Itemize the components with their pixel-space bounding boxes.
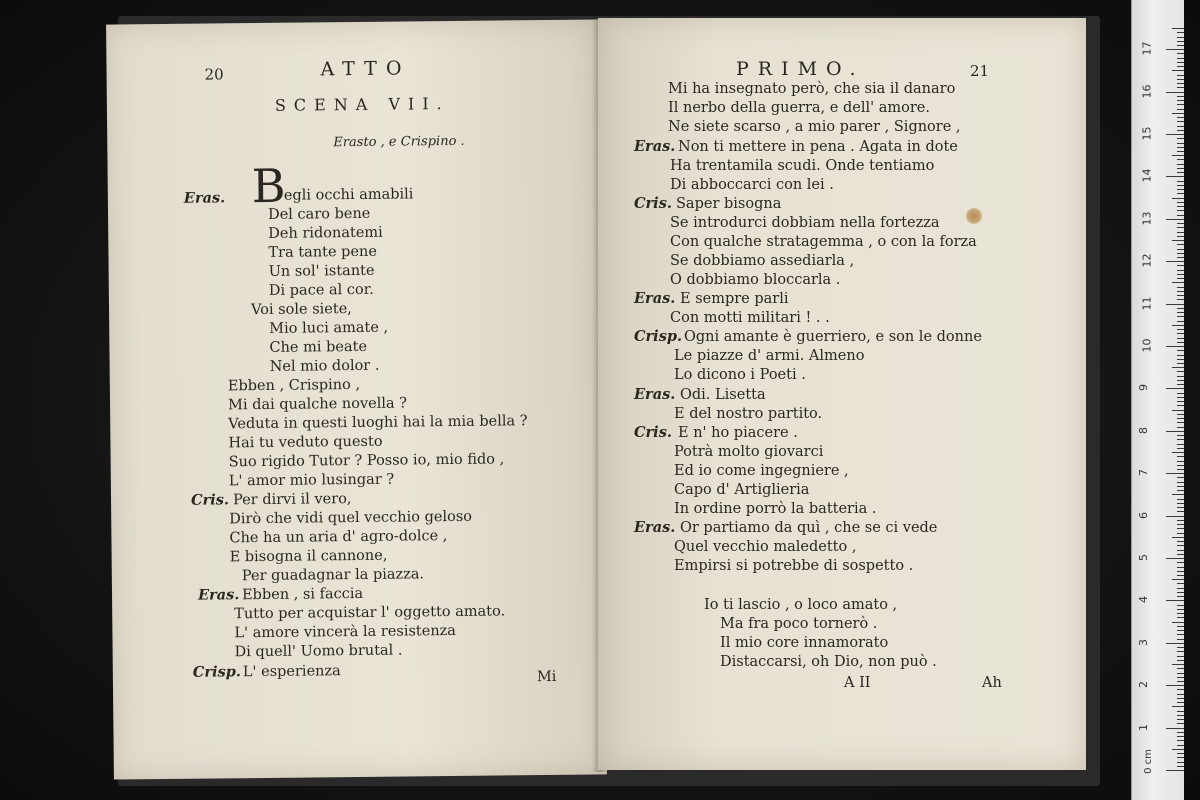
ruler-tick [1166, 728, 1184, 729]
ruler-number: 1 [1137, 723, 1150, 731]
ruler-tick [1177, 236, 1184, 237]
ruler-tick [1177, 486, 1184, 487]
ruler-tick [1177, 359, 1184, 360]
ruler-number: 13 [1140, 211, 1154, 226]
ruler-tick [1177, 651, 1184, 652]
ruler-tick [1177, 414, 1184, 415]
verse-line: Se introdurci dobbiam nella fortezza [670, 215, 940, 231]
verse-line: Odi. Lisetta [680, 387, 766, 403]
left-running-header: ATTO [320, 57, 411, 81]
ruler-tick [1166, 516, 1184, 517]
speaker-label: Eras. [197, 586, 240, 604]
ruler-tick [1177, 723, 1184, 724]
ruler-tick [1177, 660, 1184, 661]
ruler-tick [1172, 28, 1184, 29]
ruler-tick [1172, 198, 1184, 199]
verse-line: In ordine porrò la batteria . [674, 501, 877, 517]
ruler-tick [1177, 477, 1184, 478]
ruler-tick [1177, 673, 1184, 674]
verse-line: Distaccarsi, oh Dio, non può . [720, 654, 937, 670]
ruler-tick [1177, 554, 1184, 555]
verse-line: Nel mio dolor . [269, 357, 380, 375]
ruler-tick [1177, 308, 1184, 309]
ruler-tick [1177, 596, 1184, 597]
verse-line: Dirò che vidi quel vecchio geloso [229, 508, 473, 528]
ruler-number: 16 [1140, 84, 1154, 99]
verse-line: Capo d' Artiglieria [674, 482, 810, 498]
ruler-tick [1177, 762, 1184, 763]
ruler-tick [1177, 363, 1184, 364]
ruler-tick [1177, 329, 1184, 330]
ruler-tick [1177, 524, 1184, 525]
ruler-tick [1177, 151, 1184, 152]
speaker-label: Crisp. [634, 328, 683, 345]
speaker-label: Cris. [634, 424, 672, 441]
ruler-tick [1177, 53, 1184, 54]
ruler-tick [1177, 87, 1184, 88]
verse-line: Empirsi si potrebbe di sospetto . [674, 558, 914, 574]
ruler-tick [1177, 583, 1184, 584]
ruler-tick [1172, 622, 1184, 623]
ruler-tick [1177, 312, 1184, 313]
ruler-tick [1172, 325, 1184, 326]
ruler-tick [1177, 83, 1184, 84]
ruler-tick [1177, 299, 1184, 300]
ruler-tick [1177, 338, 1184, 339]
ruler-tick [1177, 617, 1184, 618]
ruler-tick [1177, 172, 1184, 173]
left-page-number: 20 [204, 65, 224, 84]
ruler-tick [1177, 736, 1184, 737]
ruler-tick [1177, 609, 1184, 610]
verse-line: E del nostro partito. [674, 406, 823, 422]
verse-line: Il mio core innamorato [720, 635, 889, 651]
ruler-tick [1177, 147, 1184, 148]
ruler-tick [1177, 592, 1184, 593]
ruler-number: 7 [1137, 469, 1150, 477]
ruler-number: 5 [1137, 554, 1150, 561]
ruler-tick [1177, 528, 1184, 529]
speaker-label: Cris. [190, 491, 230, 509]
verse-line: Io ti lascio , o loco amato , [704, 597, 898, 613]
ruler-tick [1177, 482, 1184, 483]
ruler-tick [1177, 189, 1184, 190]
ruler-tick [1177, 439, 1184, 440]
verse-line: Veduta in questi luoghi hai la mia bella ? [228, 413, 528, 433]
verse-line: Ebben , si faccia [241, 585, 364, 604]
ruler-tick [1177, 215, 1184, 216]
ruler-tick [1177, 265, 1184, 266]
speaker-label: Eras. [634, 290, 676, 307]
ruler-tick [1177, 745, 1184, 746]
ruler-number: 8 [1137, 426, 1150, 434]
ruler-tick [1177, 461, 1184, 462]
ruler-tick [1177, 715, 1184, 716]
verse-line: Lo dicono i Poeti . [674, 367, 806, 383]
drop-cap: B [251, 158, 286, 214]
verse-line: Deh ridonatemi [268, 224, 383, 242]
ruler-number: 9 [1137, 384, 1150, 392]
ruler-tick [1177, 503, 1184, 504]
ruler-tick [1177, 342, 1184, 343]
ruler-tick [1166, 346, 1184, 347]
ruler-tick [1177, 567, 1184, 568]
verse-line: Del caro bene [267, 205, 371, 223]
speaker-label: Cris. [634, 195, 672, 212]
ruler-tick [1177, 37, 1184, 38]
ruler-tick [1177, 355, 1184, 356]
ruler-tick [1177, 168, 1184, 169]
ruler-tick [1177, 702, 1184, 703]
ruler-tick [1172, 664, 1184, 665]
ruler-tick [1166, 219, 1184, 220]
ruler-tick [1177, 45, 1184, 46]
verse-line: Suo rigido Tutor ? Posso io, mio fido , [228, 451, 505, 471]
ruler-tick [1177, 41, 1184, 42]
ruler-tick [1177, 193, 1184, 194]
verse-line: Quel vecchio maledetto , [674, 539, 857, 555]
verse-line: Ed io come ingegniere , [674, 463, 849, 479]
ruler-tick [1177, 681, 1184, 682]
ruler-tick [1166, 770, 1184, 771]
ruler-tick [1177, 444, 1184, 445]
verse-line: E n' ho piacere . [678, 425, 798, 441]
verse-line: Di abboccarci con lei . [670, 177, 834, 193]
ruler-tick [1177, 545, 1184, 546]
ruler-number: 11 [1140, 296, 1154, 311]
ruler-tick [1177, 732, 1184, 733]
ruler-tick [1177, 159, 1184, 160]
speaker-label: Eras. [634, 386, 676, 403]
verse-line: Non ti mettere in pena . Agata in dote [678, 139, 958, 155]
ruler-tick [1177, 541, 1184, 542]
ruler-tick [1172, 240, 1184, 241]
ruler-tick [1177, 58, 1184, 59]
ruler-number: 17 [1140, 41, 1154, 56]
ruler-tick [1177, 79, 1184, 80]
ruler-tick [1177, 109, 1184, 110]
ruler-tick [1166, 261, 1184, 262]
ruler-tick [1166, 600, 1184, 601]
ruler-number: 6 [1137, 511, 1150, 519]
ruler-tick [1177, 371, 1184, 372]
speaker-label: Eras. [183, 189, 226, 207]
verse-line: Le piazze d' armi. Almeno [674, 348, 865, 364]
ruler-tick [1177, 626, 1184, 627]
verse-line: egli occhi amabili [283, 186, 414, 204]
ruler-number: 4 [1137, 596, 1150, 604]
ruler-tick [1177, 126, 1184, 127]
verse-line: Or partiamo da quì , che se ci vede [680, 520, 938, 536]
ruler-tick [1172, 749, 1184, 750]
verse-line: Un sol' istante [268, 262, 375, 280]
verse-line: Se dobbiamo assediarla , [670, 253, 855, 269]
verse-line: Per guadagnar la piazza. [241, 566, 425, 585]
ruler-tick [1166, 388, 1184, 389]
right-page-number: 21 [970, 62, 990, 80]
verse-line: Con qualche stratagemma , o con la forza [670, 234, 977, 250]
verse-line: L' amor mio lusingar ? [228, 471, 395, 490]
verse-line: Ha trentamila scudi. Onde tentiamo [670, 158, 935, 174]
ruler-number: 14 [1140, 168, 1154, 183]
ruler-number: 15 [1140, 126, 1154, 141]
ruler-tick [1177, 138, 1184, 139]
verse-line: Potrà molto giovarci [674, 444, 824, 460]
ruler-tick [1177, 698, 1184, 699]
verse-line: Tra tante pene [268, 243, 378, 261]
ruler-tick [1177, 270, 1184, 271]
verse-line: Ne siete scarso , a mio parer , Signore , [668, 119, 961, 135]
left-page [106, 19, 607, 779]
ruler-tick [1177, 117, 1184, 118]
ruler-tick [1177, 223, 1184, 224]
ruler-tick [1177, 333, 1184, 334]
ruler-tick [1166, 558, 1184, 559]
right-running-header: PRIMO. [736, 58, 865, 80]
ruler-tick [1166, 49, 1184, 50]
ruler-tick [1177, 244, 1184, 245]
ruler-tick [1177, 164, 1184, 165]
ruler-tick [1177, 96, 1184, 97]
ruler-tick [1177, 401, 1184, 402]
ruler-tick [1177, 316, 1184, 317]
speaker-label: Eras. [634, 138, 676, 155]
ruler-tick [1177, 448, 1184, 449]
ruler-tick [1177, 469, 1184, 470]
ruler-tick [1177, 257, 1184, 258]
ruler-tick [1166, 431, 1184, 432]
verse-line: Di quell' Uomo brutal . [234, 642, 403, 661]
catchword: Ah [982, 675, 1002, 691]
ruler-tick [1177, 571, 1184, 572]
ruler-tick [1177, 143, 1184, 144]
ruler-number: 2 [1137, 681, 1150, 689]
ruler-tick [1177, 533, 1184, 534]
ruler-number: 10 [1140, 338, 1154, 353]
ruler-tick [1177, 206, 1184, 207]
ruler-tick [1177, 575, 1184, 576]
ruler-tick [1166, 643, 1184, 644]
ruler-tick [1177, 435, 1184, 436]
ruler-tick [1172, 70, 1184, 71]
ruler-tick [1177, 185, 1184, 186]
ruler-tick [1177, 100, 1184, 101]
ruler-tick [1177, 753, 1184, 754]
ruler-tick [1177, 719, 1184, 720]
ruler-tick [1177, 181, 1184, 182]
verse-line: Che ha un aria d' agro-dolce , [229, 528, 448, 547]
measuring-ruler [1131, 0, 1184, 800]
verse-line: L' amore vincerà la resistenza [234, 622, 456, 642]
verse-line: E sempre parli [680, 291, 789, 307]
verse-line: L' esperienza [242, 663, 341, 681]
ruler-tick [1177, 384, 1184, 385]
ruler-tick [1177, 291, 1184, 292]
ruler-tick [1177, 418, 1184, 419]
ruler-tick [1177, 380, 1184, 381]
ruler-tick [1177, 677, 1184, 678]
ruler-tick [1177, 121, 1184, 122]
ruler-tick [1177, 511, 1184, 512]
ruler-tick [1177, 647, 1184, 648]
ruler-tick [1177, 507, 1184, 508]
ruler-tick [1177, 422, 1184, 423]
ruler-tick [1177, 104, 1184, 105]
verse-line: Mi ha insegnato però, che sia il danaro [668, 81, 956, 97]
ruler-tick [1172, 367, 1184, 368]
ruler-number: 12 [1140, 253, 1154, 268]
ruler-tick [1166, 92, 1184, 93]
ruler-tick [1177, 232, 1184, 233]
ruler-tick [1177, 66, 1184, 67]
ruler-tick [1177, 465, 1184, 466]
verse-line: E bisogna il cannone, [229, 547, 388, 566]
ruler-tick [1177, 202, 1184, 203]
ruler-tick [1177, 405, 1184, 406]
ruler-tick [1177, 227, 1184, 228]
ruler-tick [1177, 490, 1184, 491]
ruler-tick [1177, 740, 1184, 741]
ruler-tick [1177, 639, 1184, 640]
ruler-tick [1177, 274, 1184, 275]
ruler-tick [1172, 452, 1184, 453]
ruler-tick [1177, 656, 1184, 657]
ruler-tick [1177, 550, 1184, 551]
ruler-tick [1166, 134, 1184, 135]
ruler-unit-label: 0 cm [1142, 749, 1154, 774]
verse-line: Che mi beate [269, 338, 368, 356]
ruler-tick [1177, 350, 1184, 351]
ruler-tick [1172, 537, 1184, 538]
ruler-tick [1177, 668, 1184, 669]
ruler-number: 3 [1137, 638, 1150, 646]
ruler-tick [1177, 130, 1184, 131]
ruler-tick [1177, 393, 1184, 394]
catchword: Mi [536, 668, 557, 686]
verse-line: Con motti militari ! . . [670, 310, 830, 326]
ruler-tick [1177, 75, 1184, 76]
ruler-tick [1166, 685, 1184, 686]
verse-line: Hai tu veduto questo [228, 433, 383, 452]
speaker-label: Crisp. [192, 663, 241, 681]
ruler-tick [1177, 62, 1184, 63]
signature-mark: A II [844, 675, 871, 691]
ruler-tick [1177, 630, 1184, 631]
ruler-tick [1166, 473, 1184, 474]
verse-line: Voi sole siete, [250, 301, 352, 319]
verse-line: Ma fra poco tornerò . [720, 616, 878, 632]
ruler-tick [1177, 499, 1184, 500]
ruler-tick [1177, 295, 1184, 296]
ruler-tick [1177, 32, 1184, 33]
ruler-tick [1177, 613, 1184, 614]
ruler-tick [1177, 757, 1184, 758]
ruler-tick [1177, 249, 1184, 250]
ruler-tick [1177, 588, 1184, 589]
ruler-tick [1177, 253, 1184, 254]
ruler-tick [1177, 711, 1184, 712]
verse-line: Ebben , Crispino , [227, 376, 361, 395]
ruler-tick [1177, 766, 1184, 767]
ruler-tick [1177, 321, 1184, 322]
ruler-tick [1172, 494, 1184, 495]
speaker-label: Eras. [634, 519, 676, 536]
ruler-tick [1172, 282, 1184, 283]
verse-line: Ogni amante è guerriero, e son le donne [684, 329, 982, 345]
ruler-tick [1172, 113, 1184, 114]
verse-line: O dobbiamo bloccarla . [670, 272, 841, 288]
ruler-tick [1177, 376, 1184, 377]
verse-line: Mi dai qualche novella ? [227, 395, 408, 414]
verse-line: Saper bisogna [676, 196, 782, 212]
ruler-tick [1177, 520, 1184, 521]
ruler-tick [1177, 634, 1184, 635]
ruler-tick [1172, 706, 1184, 707]
verse-line: Il nerbo della guerra, e dell' amore. [668, 100, 930, 116]
ruler-tick [1177, 689, 1184, 690]
ruler-tick [1177, 427, 1184, 428]
ruler-tick [1177, 694, 1184, 695]
ruler-tick [1172, 579, 1184, 580]
foxing-stain [966, 208, 982, 224]
ruler-tick [1177, 605, 1184, 606]
verse-line: Di pace al cor. [268, 281, 374, 299]
ruler-tick [1177, 397, 1184, 398]
ruler-tick [1177, 456, 1184, 457]
ruler-tick [1177, 562, 1184, 563]
ruler-tick [1166, 176, 1184, 177]
ruler-tick [1177, 278, 1184, 279]
verse-line: Tutto per acquistar l' oggetto amato. [234, 603, 506, 623]
ruler-tick [1166, 304, 1184, 305]
right-page [598, 18, 1086, 770]
ruler-tick [1177, 210, 1184, 211]
ruler-tick [1172, 155, 1184, 156]
ruler-tick [1172, 410, 1184, 411]
verse-line: Mio luci amate , [269, 319, 389, 337]
verse-line: Per dirvi il vero, [232, 491, 352, 509]
ruler-tick [1177, 287, 1184, 288]
scene-title: SCENA VII. [274, 94, 450, 115]
scene-characters: Erasto , e Crispino . [333, 133, 465, 151]
